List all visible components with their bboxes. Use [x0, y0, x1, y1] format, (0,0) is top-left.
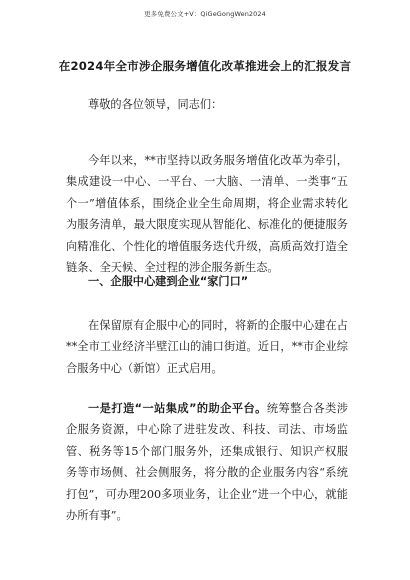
document-title: 在2024年全市涉企服务增值化改革推进会上的汇报发言 [58, 59, 352, 73]
paragraph-2: 在保留原有企服中心的同时，将新的企服中心建在占**全市工业经济半壁江山的浦口街道。近日，**市企业综合服务中心（新馆）正式启用。 [66, 319, 348, 375]
paragraph-3-lead: 一是打造“一站集成”的助企平台。 [88, 402, 267, 415]
paragraph-3 [66, 398, 348, 526]
greeting: 尊敬的各位领导，同志们： [88, 98, 223, 111]
header-watermark: 更多免费公文+V：QiGeGongWen2024 [144, 10, 266, 18]
paragraph-1: 今年以来，**市坚持以政务服务增值化改革为牵引，集成建设一中心、一平台、一大脑、一清单、一类事“五个一”增值体系，围绕企业全生命周期，将企业需求转化为服务清单，最大限度实现从智能化、标准化的便捷服务向精准化、个性化的增值服务迭代升级，高质高效打造全链条、全天候、全过程的涉企服务新生态。 [66, 154, 348, 275]
section-1-heading: 一、企服中心建到企业“家门口” [88, 275, 249, 288]
paragraph-3-body: 统筹整合各类涉企服务资源，中心除了进驻发改、科技、司法、市场监管、税务等15个部门服务外，还集成银行、知识产权服务等市场侧、社会侧服务，将分散的企业服务内容“系统打包”，可办理200多项业务，让企业“进一个中心，就能办所有事”。 [66, 402, 348, 523]
